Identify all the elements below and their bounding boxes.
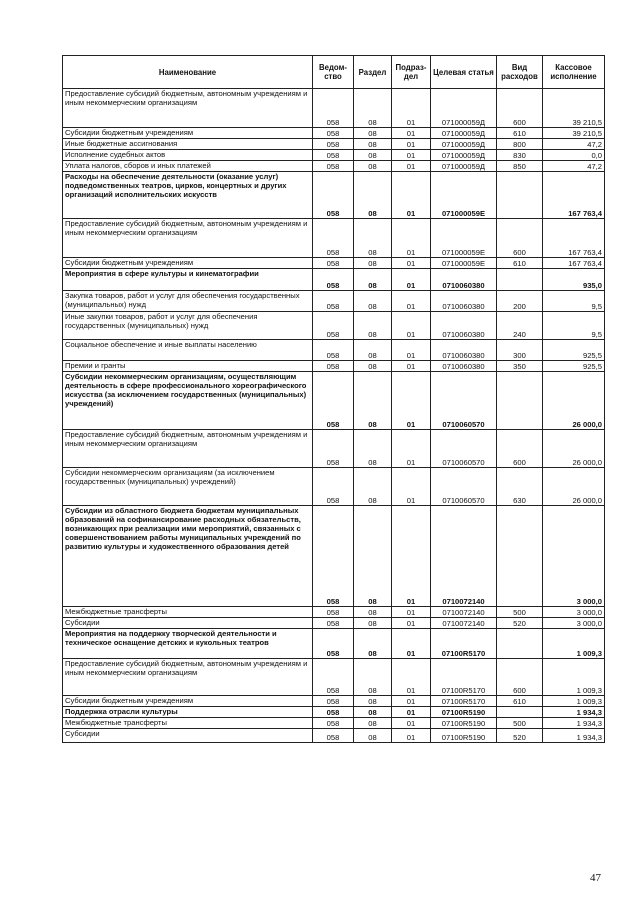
cell-cash-execution: 47,2 xyxy=(543,139,605,150)
cell-section: 08 xyxy=(354,718,392,729)
cell-cash-execution: 3 000,0 xyxy=(543,618,605,629)
cell-department: 058 xyxy=(313,258,354,269)
cell-subsection: 01 xyxy=(392,607,431,618)
cell-expense-type: 200 xyxy=(497,291,543,312)
budget-execution-table xyxy=(62,55,605,743)
cell-section: 08 xyxy=(354,269,392,291)
cell-expense-type: 610 xyxy=(497,258,543,269)
table-row xyxy=(63,172,605,219)
table-row xyxy=(63,696,605,707)
cell-cash-execution: 925,5 xyxy=(543,361,605,372)
cell-target-article: 07100R5170 xyxy=(431,696,497,707)
cell-expense-type: 600 xyxy=(497,219,543,258)
table-row xyxy=(63,372,605,430)
cell-target-article: 07100R5170 xyxy=(431,659,497,696)
table-row xyxy=(63,729,605,743)
cell-subsection: 01 xyxy=(392,696,431,707)
cell-department: 058 xyxy=(313,139,354,150)
cell-target-article: 0710072140 xyxy=(431,607,497,618)
cell-name: Закупка товаров, работ и услуг для обеспечения государственных (муниципальных) нужд xyxy=(63,291,313,312)
cell-expense-type xyxy=(497,629,543,659)
cell-subsection: 01 xyxy=(392,340,431,361)
cell-department: 058 xyxy=(313,468,354,506)
cell-name: Субсидии из областного бюджета бюджетам муниципальных образований на софинансирование расходных обязательств, возникающих при реализации ими мероприятий, связанных с совершенствованием работы муниципальных учреждений по развитию культуры и художественного образования детей xyxy=(63,506,313,607)
table-row xyxy=(63,659,605,696)
cell-subsection: 01 xyxy=(392,161,431,172)
cell-department: 058 xyxy=(313,506,354,607)
cell-section: 08 xyxy=(354,430,392,468)
cell-name: Субсидии xyxy=(63,618,313,629)
cell-subsection: 01 xyxy=(392,150,431,161)
cell-section: 08 xyxy=(354,506,392,607)
cell-subsection: 01 xyxy=(392,468,431,506)
cell-subsection: 01 xyxy=(392,629,431,659)
cell-section: 08 xyxy=(354,659,392,696)
cell-cash-execution: 26 000,0 xyxy=(543,430,605,468)
cell-expense-type: 610 xyxy=(497,696,543,707)
cell-cash-execution: 1 009,3 xyxy=(543,659,605,696)
cell-department: 058 xyxy=(313,659,354,696)
cell-cash-execution: 3 000,0 xyxy=(543,506,605,607)
cell-section: 08 xyxy=(354,707,392,718)
cell-expense-type: 520 xyxy=(497,618,543,629)
table-row xyxy=(63,269,605,291)
cell-name: Премии и гранты xyxy=(63,361,313,372)
cell-section: 08 xyxy=(354,372,392,430)
cell-name: Предоставление субсидий бюджетным, автономным учреждениям и иным некоммерческим организациям xyxy=(63,89,313,128)
cell-name: Социальное обеспечение и иные выплаты населению xyxy=(63,340,313,361)
cell-section: 08 xyxy=(354,172,392,219)
cell-subsection: 01 xyxy=(392,372,431,430)
cell-subsection: 01 xyxy=(392,128,431,139)
cell-section: 08 xyxy=(354,468,392,506)
cell-subsection: 01 xyxy=(392,729,431,743)
cell-target-article: 0710060380 xyxy=(431,291,497,312)
cell-section: 08 xyxy=(354,258,392,269)
cell-target-article: 0710060380 xyxy=(431,312,497,340)
cell-target-article: 0710072140 xyxy=(431,618,497,629)
cell-cash-execution: 1 009,3 xyxy=(543,696,605,707)
cell-section: 08 xyxy=(354,219,392,258)
cell-subsection: 01 xyxy=(392,139,431,150)
cell-department: 058 xyxy=(313,340,354,361)
cell-name: Субсидии некоммерческим организациям, осуществляющим деятельность в сфере профессионального хореографического искусства (за исключением государственных (муниципальных) учреждений) xyxy=(63,372,313,430)
cell-expense-type: 600 xyxy=(497,659,543,696)
cell-name: Межбюджетные трансферты xyxy=(63,607,313,618)
cell-target-article: 0710060570 xyxy=(431,430,497,468)
table-row xyxy=(63,629,605,659)
cell-cash-execution: 1 934,3 xyxy=(543,718,605,729)
table-row xyxy=(63,258,605,269)
header-target-article: Целевая статья xyxy=(431,56,497,89)
cell-cash-execution: 47,2 xyxy=(543,161,605,172)
cell-subsection: 01 xyxy=(392,506,431,607)
table-header-row xyxy=(63,56,605,89)
cell-cash-execution: 26 000,0 xyxy=(543,372,605,430)
cell-department: 058 xyxy=(313,128,354,139)
cell-expense-type: 630 xyxy=(497,468,543,506)
cell-department: 058 xyxy=(313,361,354,372)
cell-section: 08 xyxy=(354,139,392,150)
cell-target-article: 07100R5170 xyxy=(431,629,497,659)
table-row xyxy=(63,312,605,340)
cell-subsection: 01 xyxy=(392,89,431,128)
table-row xyxy=(63,707,605,718)
cell-section: 08 xyxy=(354,607,392,618)
table-row xyxy=(63,291,605,312)
cell-cash-execution: 925,5 xyxy=(543,340,605,361)
header-name: Наименование xyxy=(63,56,313,89)
cell-target-article: 07100R5190 xyxy=(431,707,497,718)
cell-department: 058 xyxy=(313,161,354,172)
cell-cash-execution: 935,0 xyxy=(543,269,605,291)
cell-section: 08 xyxy=(354,629,392,659)
table-row xyxy=(63,506,605,607)
cell-section: 08 xyxy=(354,729,392,743)
cell-name: Иные бюджетные ассигнования xyxy=(63,139,313,150)
table-row xyxy=(63,89,605,128)
cell-name: Предоставление субсидий бюджетным, автономным учреждениям и иным некоммерческим организациям xyxy=(63,659,313,696)
cell-target-article: 0710060380 xyxy=(431,340,497,361)
cell-target-article: 0710060570 xyxy=(431,372,497,430)
cell-cash-execution: 1 934,3 xyxy=(543,707,605,718)
header-expense-type: Вид расходов xyxy=(497,56,543,89)
cell-target-article: 071000059Д xyxy=(431,89,497,128)
cell-department: 058 xyxy=(313,618,354,629)
table-row xyxy=(63,618,605,629)
cell-name: Расходы на обеспечение деятельности (оказание услуг) подведомственных театров, цирков, концертных и других организаций исполнительских искусств xyxy=(63,172,313,219)
cell-section: 08 xyxy=(354,618,392,629)
header-section: Раздел xyxy=(354,56,392,89)
cell-subsection: 01 xyxy=(392,707,431,718)
cell-expense-type: 500 xyxy=(497,718,543,729)
cell-target-article: 071000059Д xyxy=(431,128,497,139)
cell-subsection: 01 xyxy=(392,258,431,269)
cell-expense-type: 520 xyxy=(497,729,543,743)
cell-subsection: 01 xyxy=(392,430,431,468)
cell-expense-type: 800 xyxy=(497,139,543,150)
cell-name: Межбюджетные трансферты xyxy=(63,718,313,729)
cell-name: Исполнение судебных актов xyxy=(63,150,313,161)
cell-section: 08 xyxy=(354,150,392,161)
table-body xyxy=(63,89,605,743)
cell-expense-type: 240 xyxy=(497,312,543,340)
cell-name: Поддержка отрасли культуры xyxy=(63,707,313,718)
table-row xyxy=(63,139,605,150)
table-row xyxy=(63,161,605,172)
table-row xyxy=(63,718,605,729)
header-subsection: Подраз-дел xyxy=(392,56,431,89)
header-department: Ведом-ство xyxy=(313,56,354,89)
cell-subsection: 01 xyxy=(392,361,431,372)
cell-target-article: 0710060380 xyxy=(431,361,497,372)
cell-expense-type: 350 xyxy=(497,361,543,372)
table-row xyxy=(63,468,605,506)
cell-department: 058 xyxy=(313,696,354,707)
cell-cash-execution: 167 763,4 xyxy=(543,258,605,269)
cell-subsection: 01 xyxy=(392,219,431,258)
cell-cash-execution: 39 210,5 xyxy=(543,89,605,128)
cell-name: Субсидии бюджетным учреждениям xyxy=(63,128,313,139)
cell-subsection: 01 xyxy=(392,718,431,729)
cell-cash-execution: 167 763,4 xyxy=(543,172,605,219)
cell-expense-type xyxy=(497,269,543,291)
cell-expense-type xyxy=(497,372,543,430)
cell-department: 058 xyxy=(313,729,354,743)
cell-expense-type: 850 xyxy=(497,161,543,172)
cell-name: Уплата налогов, сборов и иных платежей xyxy=(63,161,313,172)
cell-expense-type: 830 xyxy=(497,150,543,161)
cell-expense-type: 600 xyxy=(497,430,543,468)
cell-subsection: 01 xyxy=(392,312,431,340)
cell-department: 058 xyxy=(313,172,354,219)
cell-cash-execution: 0,0 xyxy=(543,150,605,161)
cell-expense-type xyxy=(497,506,543,607)
cell-name: Предоставление субсидий бюджетным, автономным учреждениям и иным некоммерческим организациям xyxy=(63,430,313,468)
cell-expense-type xyxy=(497,707,543,718)
cell-section: 08 xyxy=(354,89,392,128)
cell-department: 058 xyxy=(313,707,354,718)
table-row xyxy=(63,128,605,139)
cell-target-article: 07100R5190 xyxy=(431,729,497,743)
cell-cash-execution: 167 763,4 xyxy=(543,219,605,258)
cell-name: Субсидии бюджетным учреждениям xyxy=(63,258,313,269)
cell-cash-execution: 26 000,0 xyxy=(543,468,605,506)
cell-department: 058 xyxy=(313,430,354,468)
cell-name: Иные закупки товаров, работ и услуг для обеспечения государственных (муниципальных) нужд xyxy=(63,312,313,340)
cell-target-article: 071000059Д xyxy=(431,150,497,161)
cell-target-article: 071000059Е xyxy=(431,219,497,258)
cell-name: Мероприятия в сфере культуры и кинематографии xyxy=(63,269,313,291)
cell-department: 058 xyxy=(313,89,354,128)
table-row xyxy=(63,607,605,618)
cell-section: 08 xyxy=(354,696,392,707)
cell-subsection: 01 xyxy=(392,172,431,219)
cell-department: 058 xyxy=(313,629,354,659)
cell-subsection: 01 xyxy=(392,269,431,291)
cell-cash-execution: 1 009,3 xyxy=(543,629,605,659)
cell-target-article: 071000059Е xyxy=(431,172,497,219)
cell-section: 08 xyxy=(354,161,392,172)
cell-target-article: 07100R5190 xyxy=(431,718,497,729)
cell-expense-type: 500 xyxy=(497,607,543,618)
cell-section: 08 xyxy=(354,312,392,340)
table-row xyxy=(63,361,605,372)
cell-department: 058 xyxy=(313,291,354,312)
cell-name: Субсидии xyxy=(63,729,313,743)
cell-name: Субсидии бюджетным учреждениям xyxy=(63,696,313,707)
cell-target-article: 071000059Е xyxy=(431,258,497,269)
cell-cash-execution: 9,5 xyxy=(543,312,605,340)
table-row xyxy=(63,150,605,161)
cell-target-article: 071000059Д xyxy=(431,161,497,172)
table-row xyxy=(63,340,605,361)
cell-target-article: 071000059Д xyxy=(431,139,497,150)
cell-department: 058 xyxy=(313,372,354,430)
cell-subsection: 01 xyxy=(392,291,431,312)
table-row xyxy=(63,219,605,258)
cell-name: Субсидии некоммерческим организациям (за исключением государственных (муниципальных) учреждений) xyxy=(63,468,313,506)
cell-subsection: 01 xyxy=(392,659,431,696)
cell-expense-type: 610 xyxy=(497,128,543,139)
cell-subsection: 01 xyxy=(392,618,431,629)
cell-department: 058 xyxy=(313,312,354,340)
cell-cash-execution: 39 210,5 xyxy=(543,128,605,139)
cell-department: 058 xyxy=(313,150,354,161)
cell-department: 058 xyxy=(313,269,354,291)
cell-expense-type: 600 xyxy=(497,89,543,128)
cell-target-article: 0710072140 xyxy=(431,506,497,607)
cell-department: 058 xyxy=(313,219,354,258)
cell-section: 08 xyxy=(354,291,392,312)
table-row xyxy=(63,430,605,468)
cell-expense-type xyxy=(497,172,543,219)
cell-section: 08 xyxy=(354,361,392,372)
cell-cash-execution: 9,5 xyxy=(543,291,605,312)
cell-section: 08 xyxy=(354,340,392,361)
cell-target-article: 0710060380 xyxy=(431,269,497,291)
cell-cash-execution: 1 934,3 xyxy=(543,729,605,743)
cell-name: Мероприятия на поддержку творческой деятельности и техническое оснащение детских и кукольных театров xyxy=(63,629,313,659)
cell-expense-type: 300 xyxy=(497,340,543,361)
cell-target-article: 0710060570 xyxy=(431,468,497,506)
cell-name: Предоставление субсидий бюджетным, автономным учреждениям и иным некоммерческим организациям xyxy=(63,219,313,258)
cell-department: 058 xyxy=(313,607,354,618)
header-cash-execution: Кассовое исполнение xyxy=(543,56,605,89)
page-number: 47 xyxy=(590,872,601,884)
cell-section: 08 xyxy=(354,128,392,139)
cell-department: 058 xyxy=(313,718,354,729)
cell-cash-execution: 3 000,0 xyxy=(543,607,605,618)
